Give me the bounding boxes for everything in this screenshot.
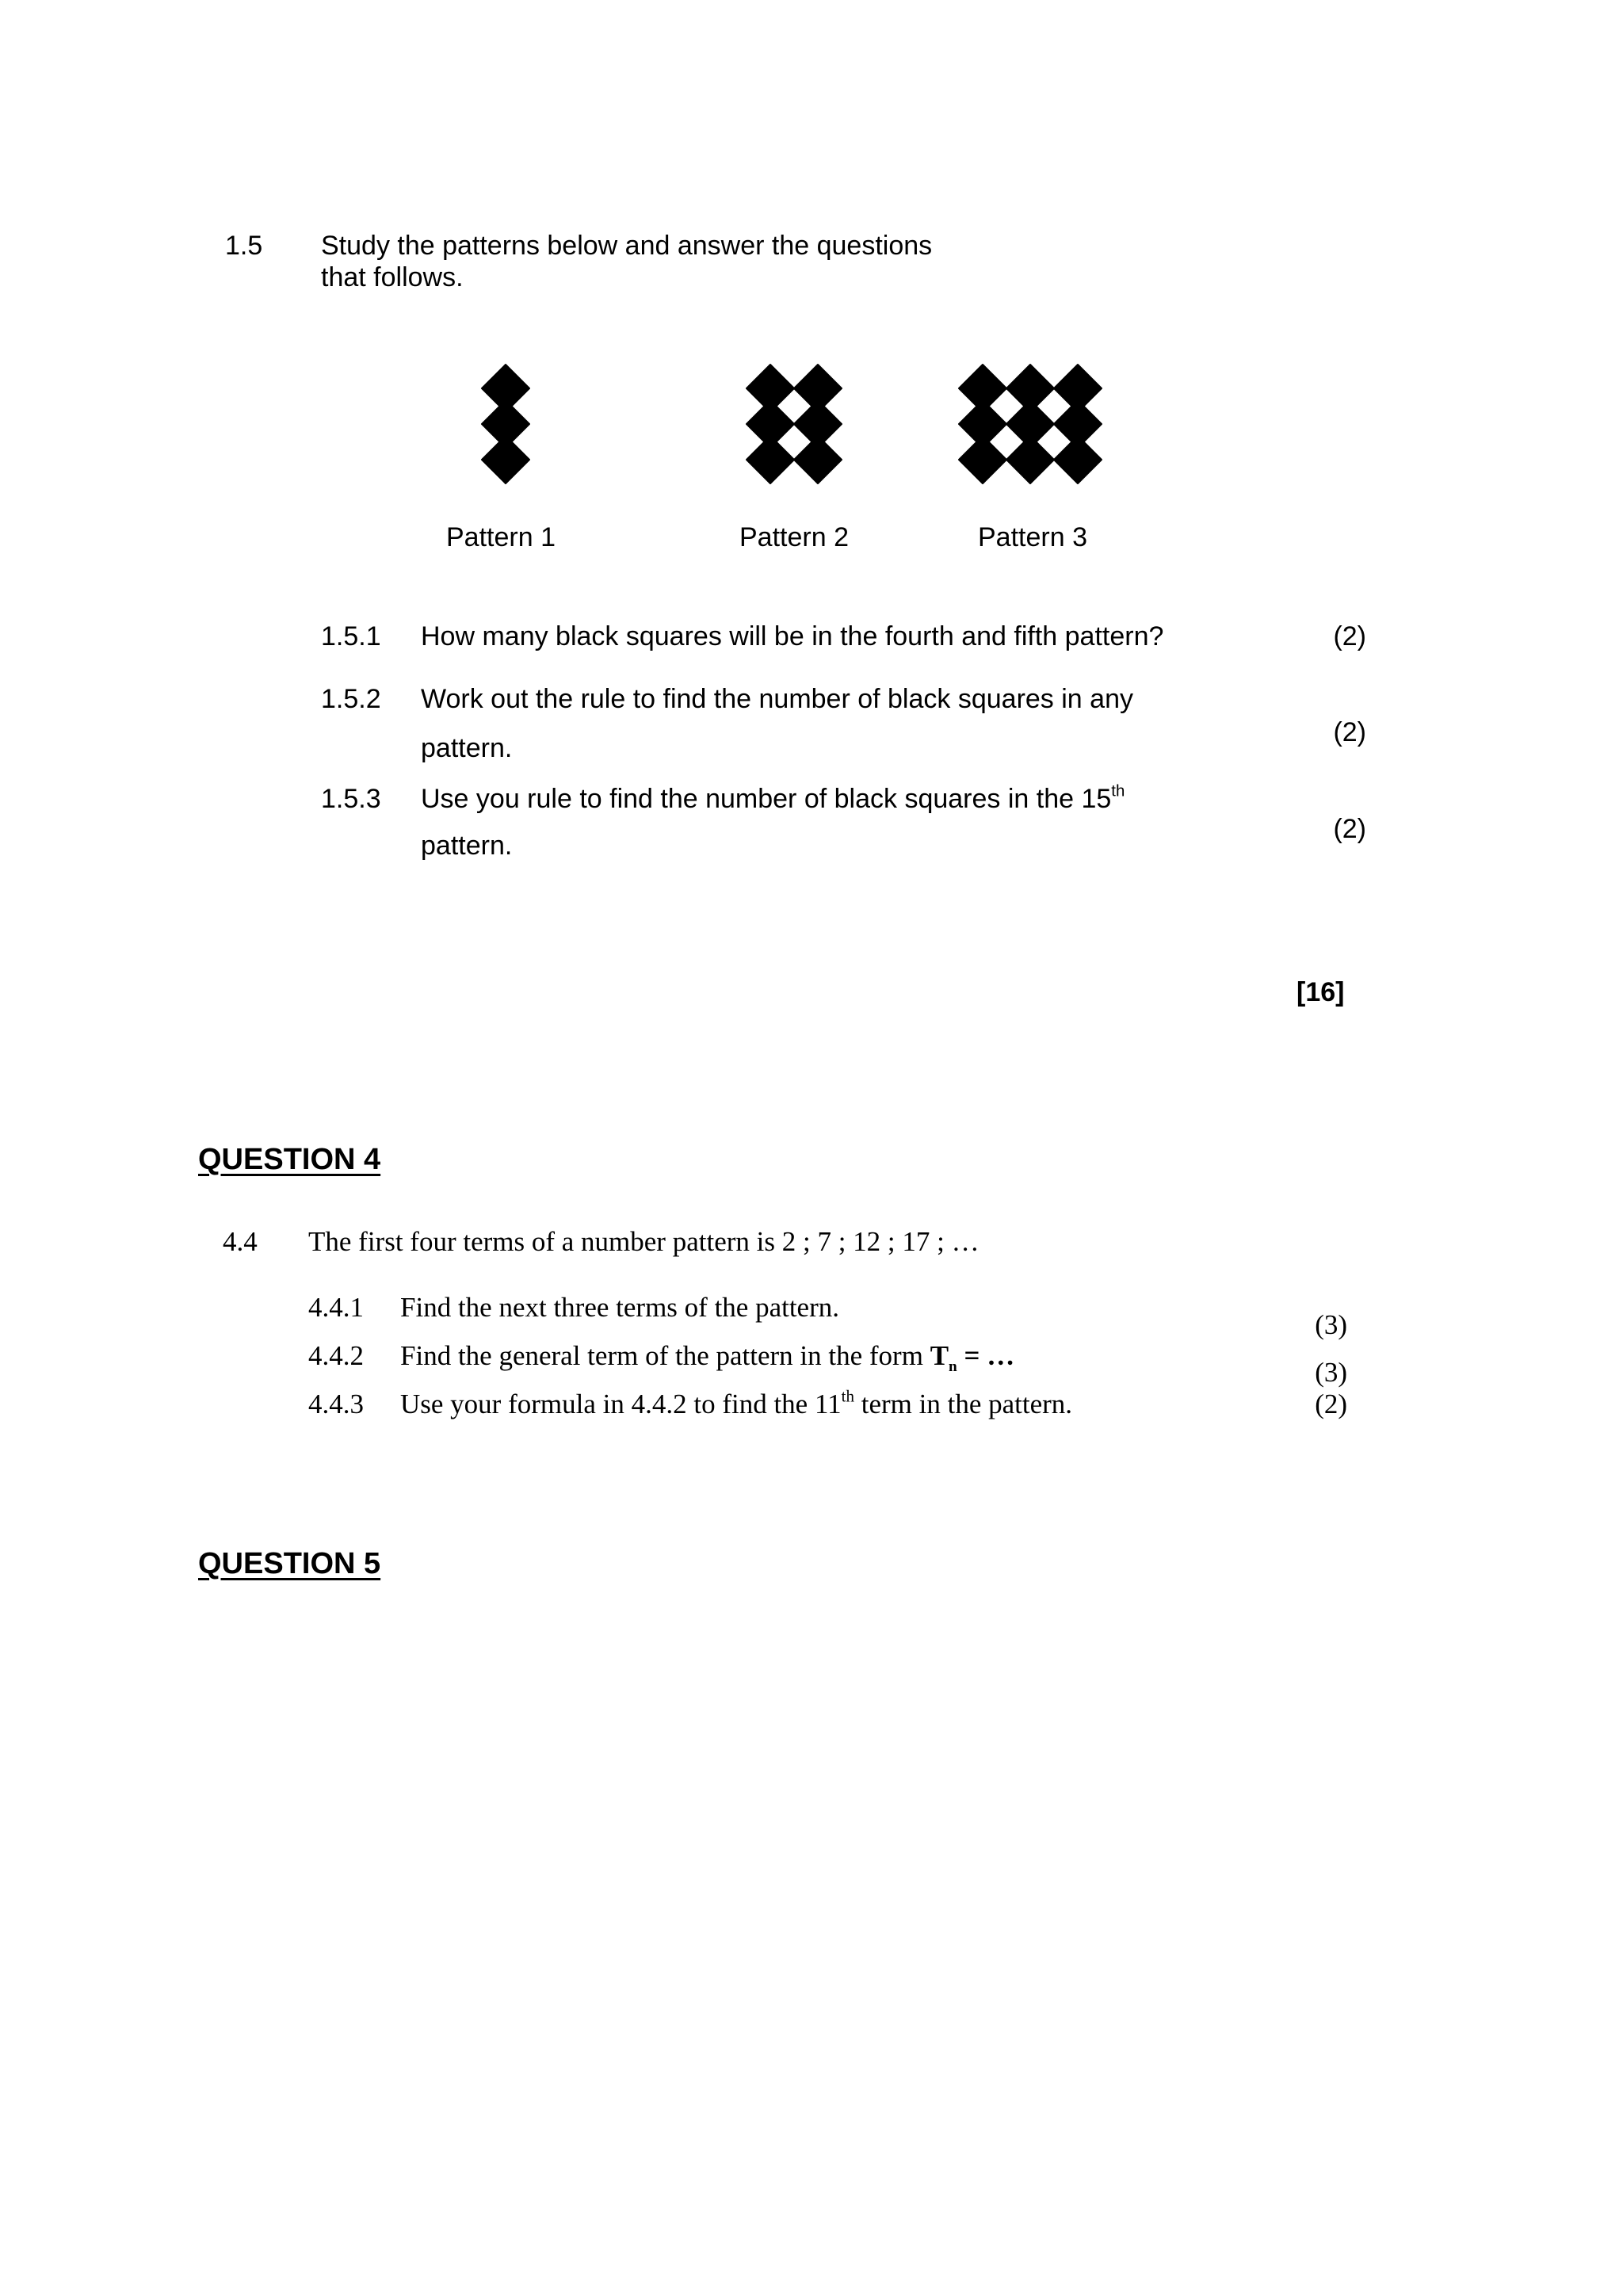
item-text-4-4-2: Find the general term of the pattern in the form $T_n$ = … (400, 1340, 1015, 1375)
question-intro-line2: that follows. (321, 262, 464, 292)
black-square (482, 436, 529, 483)
item-text-4-4-3: Use your formula in 4.4.2 to find the 11th term in the pattern. (400, 1386, 1073, 1419)
question-intro-line1: Study the patterns below and answer the questions (321, 231, 933, 261)
black-square (959, 436, 1006, 483)
question-5-heading: QUESTION 5 (198, 1547, 381, 1580)
item-number-1-5-2: 1.5.2 (321, 684, 381, 714)
black-square (794, 436, 842, 483)
pattern-1-figure (482, 365, 529, 483)
black-square (1006, 436, 1054, 483)
pattern-diagrams (0, 0, 1623, 555)
mark-4-4-1: (3) (1315, 1309, 1347, 1340)
item-text-4-4-1: Find the next three terms of the pattern. (400, 1292, 840, 1323)
mark-4-4-2: (3) (1315, 1357, 1347, 1388)
item-number-4-4-3: 4.4.3 (308, 1389, 364, 1419)
item-text-1-5-1: How many black squares will be in the fourth and fifth pattern? (421, 621, 1164, 651)
pattern-1-label: Pattern 1 (446, 522, 556, 552)
mark-1-5-2: (2) (1333, 717, 1366, 747)
item-text-1-5-3-line2: pattern. (421, 831, 513, 861)
pattern-3-figure (959, 365, 1102, 483)
black-square (1054, 436, 1102, 483)
item-text-1-5-3-line1: Use you rule to find the number of black squares in the 15th (421, 782, 1125, 814)
pattern-2-figure (747, 365, 842, 483)
item-number-4-4-2: 4.4.2 (308, 1340, 364, 1371)
item-number-1-5-3: 1.5.3 (321, 784, 381, 814)
item-text-1-5-2-line1: Work out the rule to find the number of black squares in any (421, 684, 1133, 714)
item-number-4-4-1: 4.4.1 (308, 1292, 364, 1323)
mark-4-4-3: (2) (1315, 1389, 1347, 1419)
question-4-4-intro: The first four terms of a number pattern is 2 ; 7 ; 12 ; 17 ; … (308, 1226, 980, 1257)
pattern-2-label: Pattern 2 (739, 522, 849, 552)
question-4-heading: QUESTION 4 (198, 1143, 381, 1176)
item-text-1-5-2-line2: pattern. (421, 733, 513, 763)
question-number-4-4: 4.4 (223, 1226, 258, 1257)
question-number-1-5: 1.5 (225, 231, 263, 261)
mark-1-5-1: (2) (1333, 621, 1366, 651)
pattern-3-label: Pattern 3 (978, 522, 1087, 552)
total-marks: [16] (1296, 977, 1345, 1007)
item-number-1-5-1: 1.5.1 (321, 621, 381, 651)
mark-1-5-3: (2) (1333, 814, 1366, 844)
black-square (747, 436, 794, 483)
